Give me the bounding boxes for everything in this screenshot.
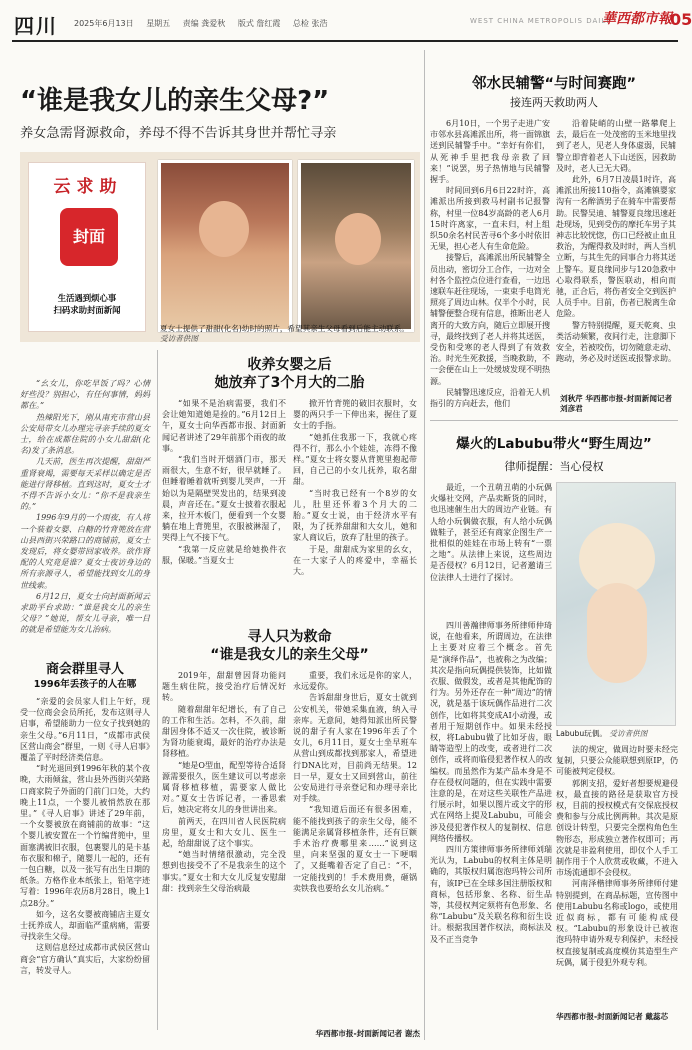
para: “我们当时开烟酒门市，那天雨很大，生意不好，很早就睡了。但睡着睡着就听到婴儿哭声，一开始以为是隔壁哭发出的，结果到凌晨，声音还在。”夏女士披着衣服起来，拉开木板门，便看到一个女婴躺在地上背篼里，衣服被淋湿了，哭得上气不接下气。 (162, 455, 286, 543)
photo-caption-text: 夏女士提供了甜甜(化名)幼时的照片，希望其亲生父母看到后能主动联系。 (160, 324, 409, 333)
section-3-title-1: 寻人只为救命 (247, 629, 332, 645)
para: 接警后，高滩派出所民辅警全员出动，密切分工合作，一边对全村各个监控点位进行查看，一边迅速联车赶往现场，一束束手电筒光照亮了周边山林。仅半个小时，民辅警便整合现有信息，推断出老人离开的大致方向，随后立即展开搜寻，最终找到了老人并将其送医，受伤和受寒的老人得到了有效救治。时光生死救援，当晚救助，不一会便在山上一处缓坡发现不明热源。 (430, 253, 550, 386)
labubu-caption-text: Labubu玩偶。 (556, 729, 607, 738)
para: “她当时情绪很激动，完全没想到也接受不了不是我亲生的这个事实。”夏女士和大女儿反复安慰甜甜：找到亲生父母治病最 (162, 850, 286, 893)
right-1-sub: 接连两天救助两人 (510, 96, 598, 109)
para: 2019年，甜甜曾因肾功能问题生病住院，接受治疗后情况好转。 (162, 671, 286, 703)
para: 四川方策律师事务所律师刘瑞光认为，Labubu的权利主体是明确的，其版权归属泡泡玛特公司所有，该IP已在全球多国注册版权和商标，包括形象、名称、衍生品等，其侵权判定须将有色形象、名称“Labubu”及关联名称和衍生设计。根据我国著作权法，商标法及及不正当竞争 (430, 845, 552, 944)
childhood-photo-1 (158, 160, 292, 332)
para: 河南泽楷律师事务所律师付建特别提到，在商品标题，宣传图中使用Labubu名称或logo，或使用近似商标，都有可能构成侵权。“Labubu的形象设计已被泡泡玛特申请外观专利保护，未经授权直接复制或高度模仿其造型生产玩偶，属于侵犯外观专利。 (556, 879, 678, 967)
section-1-sub: 1996年丢孩子的人在哪 (33, 679, 137, 690)
section-name: 四川 (14, 14, 58, 38)
lead-para: 6月12日，夏女士向封面新闻云求助平台求助：“谁是我女儿的亲生父母？”她说，帮女儿寻亲，唯一目的就是希望能为女儿治病。 (20, 591, 150, 635)
section-3-col-2 (293, 670, 417, 1020)
lead-column (20, 378, 150, 643)
designer: 版式 詹红霞 (237, 19, 281, 28)
photo-caption (160, 324, 416, 344)
para: 如今，这名女婴被商铺店主夏女士抚养成人，却面临严重病痛，需要寻找亲生父母。 (20, 909, 150, 942)
right-2-col-1b (430, 620, 552, 1030)
right-2-col-1 (430, 482, 552, 620)
para: 6月10日，一个男子走进广安市邻水县高滩派出所，将一面锦旗送到民辅警手中。“幸好有你们，从死神手里把我母亲救了回来！”说罢，男子热情地与民辅警握手。 (430, 119, 550, 185)
page-number: 05 (670, 10, 692, 29)
issue-weekday: 星期五 (146, 19, 171, 28)
para: 最近，一个丑萌丑萌的小玩偶火爆社交网，产品卖断货的同时，也迅速催生出大的周边产业链。有人给小玩偶做衣服，有人给小玩偶做鞋子，甚至还有商家企图生产一批相似的娃娃在市场上转有“一票之地”。从法律上来说，这些周边是否侵权？6月12日，记者邀请三位法律人士进行了探讨。 (430, 483, 552, 582)
para: 民辅警迅速反应，沿着无人机指引的方向赶去，他们 (430, 387, 550, 409)
lead-para: 1996年9月的一个雨夜，有人将一个装着女婴、白糖的竹背篼放在营山县西街兴荣路口的商铺前，夏女士发现后，将女婴带回家收养。欲作肾配的人究竟是谁？夏女士夜访身边的所有亲源寻人，希望能找到女儿的身世线索。 (20, 513, 150, 590)
para: “时光退回到1996年秋的某个夜晚，大雨倾盆，营山县外西街兴荣路口商家院子外面的门前门口处，大约晚上11点，一个婴儿被悄然放在那里。”《寻人启事》讲述了29年前，一个女婴被放在商铺前的故事：“这个婴儿被安置在一个竹编背篼中，里面塞满被旧衣服，包裹婴儿的是卡基布衣服和棉子，随婴儿一起的，还有一包白糖，以及一张写有出生日期的纸条。方格作业本纸张上，铅笔字迹写着：1996年农历8月28日，晚上1点28分。” (20, 764, 150, 908)
para: 法的规定，做周边时要未经完复制，只要公众能联想到原IP，仍可能被判定侵权。 (556, 745, 678, 777)
right-2-credit: 华西都市报-封面新闻记者 戴蕊芯 (556, 1012, 669, 1021)
editor: 责编 龚爱秋 (182, 19, 226, 28)
para: 于是，甜甜成为家里的幺女，在一大家子人的疼爱中，幸福长大。 (293, 544, 417, 577)
para: 这则信息经过成都市武侯区营山商会“官方确认”真实后，大家纷纷留言，转发寻人。 (20, 943, 150, 975)
lead-para: 热辣阳光下，刚从南充市营山县公安局带女儿办理完寻亲手续的夏女士，给在成都住院的小女儿甜甜(化名)发了条消息。 (20, 412, 150, 456)
help-line-2: 扫码求助封面新闻 (53, 305, 121, 315)
main-headline: “谁是我女儿的亲生父母?” (20, 86, 330, 116)
para: 前两天，在四川省人民医院病房里，夏女士和大女儿、医生一起，给甜甜说了这个事实。 (162, 816, 286, 849)
childhood-photo-2 (298, 160, 414, 332)
lead-para: 几天前，医生再次提醒，甜甜严重肾衰竭，需要每天采样以确定是否能进行肾移植。直到这时，夏女士才不得不告诉小女儿：“你不是我亲生的。” (20, 457, 150, 512)
checker: 总检 张浩 (292, 19, 328, 28)
para: “如果不是治病需要，我们不会让她知道她是捡的。”6月12日上午，夏女士向华西都市报、封面新闻记者讲述了29年前那个雨夜的故事。 (162, 399, 286, 453)
right-2-sub: 律师提醒：当心侵权 (504, 460, 604, 473)
header-meta (74, 18, 337, 29)
help-line-1: 生活遇到烦心事 (57, 293, 117, 303)
labubu-caption (556, 728, 678, 739)
labubu-photo (556, 482, 676, 726)
section-1-title: 商会群里寻人 (45, 662, 124, 677)
help-title: 云求助 (53, 177, 123, 197)
right-1-col-1 (430, 118, 550, 410)
para: 此外，6月7日凌晨1时许，高滩派出所接110指令，高滩镇婴家沟有一名醉酒男子在骑车中需要帮助。民警吴迪、辅警夏良缘迅速赶赴现场，见到受伤的摩托车男子其神志比较恍惚，伤口已经被止血且救治，为醒得救及时时，两人当机立断，与其生先的同事合力将其送上警车。夏良缘同步与120急救中心取得联系，警医联动，相向而驰，正合后，将伤者安全交到医护人员手中。目前，伤者已脱离生命危险。 (556, 175, 676, 319)
para: 四川善瀚律师事务所律师仲琦说，在他看来，所谓周边，在法律上主要对应着三个概念。首先是“演绎作品”，也被称之为改编；其次是指向玩偶提供装饰，比如做衣服、做假发，或者是其他配饰的行为。另外还存在一种“周边”的情况，就是基于该玩偶作品进行二次创作，比如将其变成AI小动漫，或者用于短期创作中。如果未经授权，将Labubu做了比如牙齿，眼睛等造型上的改变，或者进行二次创作，或将而临侵犯著作权人的改编权。而虽然作为某产品本身是不存在侵权问题的，但在实践中需要注意的是，在对这些关联性产品进行展示时，如果以图片或文字的形式在网络上提及Labubu，可能会涉及侵犯著作权人的复制权、信息网络传播权。 (430, 621, 552, 843)
para: 随着甜甜年纪增长，有了自己的工作和生活。怎料，不久前，甜甜因身体不适又一次住院，被诊断为肾功能衰竭，最好的治疗办法是肾移植。 (162, 704, 286, 759)
right-2-title: 爆火的Labubu带火“野生周边” (456, 436, 652, 452)
para: 告诉甜甜身世后，夏女士就到公安机关，带她采集血液，纳入寻亲库。无意间，她得知派出所民警说的甜子有人家在1996年丢了个女儿，6月11日，夏女士坐早班车从营山到成都找到那家人，希望进行DNA比对，目前尚无结果。12日一早，夏女士又回到营山，前往公安局进行寻亲登记和办理寻亲比对手续。 (293, 693, 417, 804)
para: 沿着陡峭的山壁一路攀爬上去，最后在一处茂密的玉米地里找到了老人，见老人身体虚弱，民辅警立即背着老人下山送医，因救助及时，老人已无大碍。 (556, 119, 676, 173)
section-2-title-1: 收养女婴之后 (247, 357, 332, 373)
para: “亲爱的会员家人们上午好，现受一位商会会员所托，发布这则寻人启事，希望能助力一位女子找到她的亲生父母。”6月11日，“成都市武侯区营山商会”群里，一则《寻人启事》覆盖了平时经济类信息。 (20, 697, 150, 763)
main-subhead: 养女急需肾源救命，养母不得不告诉其身世并帮忙寻亲 (20, 126, 337, 141)
lead-quote: “幺女儿，你吃早饭了吗？心情好些没？别担心，有任何事情，妈妈都在。” (20, 379, 150, 411)
section-1-body (20, 696, 150, 1030)
section-3-title-2: “谁是我女儿的亲生父母” (210, 647, 369, 663)
para: “当时我已经有一个8岁的女儿，肚里还怀着3个月大的二胎。”夏女士说，由于经济水平有限，为了抚养甜甜和大女儿，她和家人商议后，放弃了肚里的孩子。 (293, 488, 417, 543)
section-3-col-1 (162, 670, 286, 1020)
english-masthead: WEST CHINA METROPOLIS DAILY (470, 17, 611, 25)
para: “我第一反应就是给她换件衣服，保暖。”当夏女士 (162, 544, 286, 565)
para: 警方特别提醒，夏天乾爽、虫类活动频繁，夜间行走，注意脚下安全，若被咬伤，切勿随意走动、跑动，务必及时送医或报警求助。 (556, 320, 676, 364)
para: 时间回到6月6日22时许，高滩派出所接到救马村副书记报警称，村里一位84岁高龄的老人6月15时许离家，一直未归，村上组织50余名村民苦寻6个多小时依旧无果，担心老人有生命危险。 (430, 186, 550, 252)
right-1-credit: 刘秋芹 华西都市报-封面新闻记者 刘彦君 (560, 394, 673, 413)
para: “她抓住我那一下，我就心疼得不行，那么小个娃娃，冻得不像样。”夏女士将女婴从背篼里抱起带回，自己已的小女儿抚养，取名甜甜。 (293, 432, 417, 487)
qr-logo-icon[interactable]: 封面 (60, 208, 118, 266)
section-2-col-2 (293, 398, 417, 610)
issue-date: 2025年6月13日 (74, 19, 134, 28)
page-header (12, 0, 692, 42)
right-1-title: 邻水民辅警“与时间赛跑” (471, 76, 637, 92)
para: 郭俐支招，爱好者想要规避侵权，最直接的路径是获取官方授权，目前的授权模式有交保底授权费和参与分成比例两种。其次是原创设计转型，只要完全摆构角色生物形态，形成独立著作权即可；再次就是非盈利使用，即仅个人手工制作用于个人欣赏或收藏，不进入市场流通即不会侵权。 (556, 778, 678, 878)
section-2-title-2: 她放弃了3个月大的二胎 (214, 375, 365, 391)
labubu-photo-credit: 受访者供图 (609, 729, 648, 738)
section-3-credit: 华西都市报-封面新闻记者 谢杰 (315, 1029, 420, 1038)
para: 掀开竹背篼的破旧衣服时，女婴的两只手一下伸出来，握住了夏女士的手指。 (293, 399, 417, 431)
para: 重要，我们永远是你的家人，永远爱你。 (293, 671, 417, 692)
right-2-col-2 (556, 744, 678, 1006)
brand-logo: 華西都市報 (602, 11, 672, 27)
para: “我知道后面还有很多困难，能不能找到孩子的亲生父母，能不能满足亲属肾移植条件，还有巨额手术治疗费哪里来……”说到这里，向来坚强的夏女士一下哽咽了，又挺嘴着否定了自己：“不，一定能找到的！手术费用费，砸锅卖铁我也要给幺女儿治病。” (293, 805, 417, 893)
section-2-col-1 (162, 398, 286, 610)
para: “她是O型血，配型等待合适肾源需要很久，医生建议可以考虑亲属肾移植移植，需要家人做比对。”夏女士告诉记者，一番思索后，她决定将女儿的身世讲出来。 (162, 760, 286, 815)
photo-credit: 受访者供图 (160, 334, 198, 343)
right-1-col-2 (556, 118, 676, 392)
